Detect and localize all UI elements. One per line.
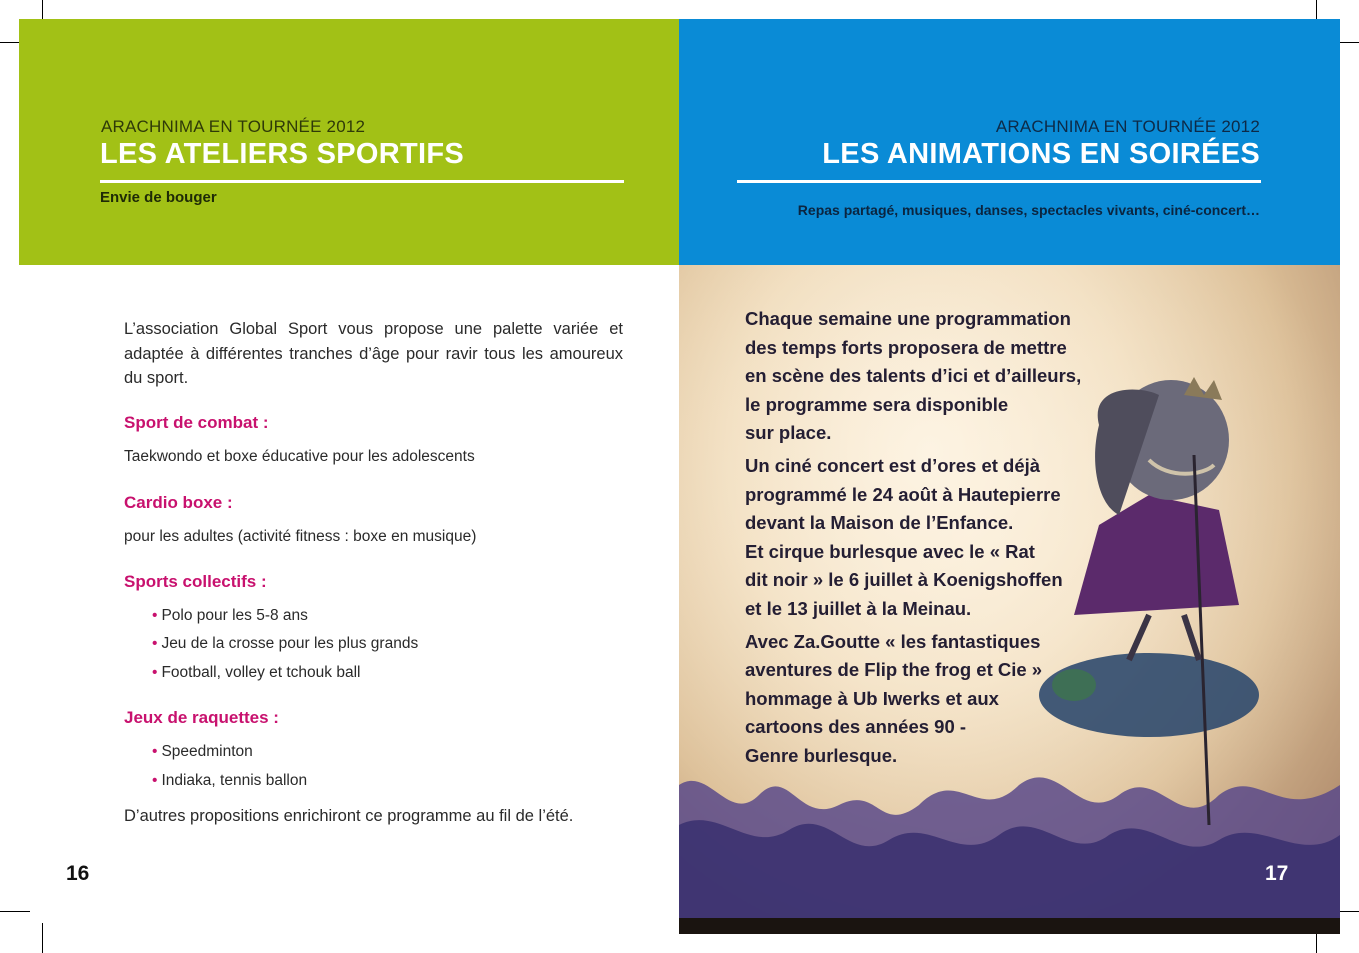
section-line: Taekwondo et boxe éducative pour les adolescents bbox=[124, 448, 475, 465]
shadow-puppet-photo bbox=[679, 265, 1340, 934]
right-kicker: ARACHNIMA EN TOURNÉE 2012 bbox=[995, 117, 1260, 136]
text-line: et le 13 juillet à la Meinau. bbox=[745, 597, 972, 619]
right-page-title: LES ANIMATIONS EN SOIRÉES bbox=[822, 138, 1260, 170]
bullet-marker: • bbox=[152, 664, 158, 681]
evening-program-text bbox=[745, 305, 1085, 775]
list-item bbox=[152, 772, 307, 790]
left-title-rule bbox=[100, 180, 624, 183]
right-subtitle: Repas partagé, musiques, danses, spectacles vivants, ciné-concert… bbox=[797, 202, 1260, 218]
text-line: programmé le 24 août à Hautepierre bbox=[745, 483, 1061, 505]
text-line: Genre burlesque. bbox=[745, 744, 898, 766]
crop-mark bbox=[0, 911, 30, 912]
list-item-label: Indiaka, tennis ballon bbox=[161, 772, 308, 789]
text-line: cartoons des années 90 - bbox=[745, 716, 967, 738]
text-line: dit noir » le 6 juillet à Koenigshoffen bbox=[745, 569, 1063, 591]
bullet-marker: • bbox=[152, 772, 158, 789]
text-line: le programme sera disponible bbox=[745, 393, 1009, 415]
bullet-marker: • bbox=[152, 635, 158, 652]
list-item bbox=[152, 607, 308, 625]
right-title-rule bbox=[737, 180, 1261, 183]
bullet-marker: • bbox=[152, 607, 158, 624]
section-line: pour les adultes (activité fitness : boxe en musique) bbox=[124, 528, 477, 545]
page-number-right: 17 bbox=[1265, 862, 1289, 885]
text-line: en scène des talents d’ici et d’ailleurs, bbox=[745, 365, 1082, 387]
text-line: des temps forts proposera de mettre bbox=[745, 336, 1067, 358]
list-item bbox=[152, 664, 360, 682]
list-item-label: Speedminton bbox=[161, 743, 253, 760]
bullet-marker: • bbox=[152, 743, 158, 760]
text-line: Et cirque burlesque avec le « Rat bbox=[745, 540, 1035, 562]
text-line: Chaque semaine une programmation bbox=[745, 308, 1071, 329]
paragraph bbox=[745, 628, 1085, 771]
outro-paragraph: D’autres propositions enrichiront ce programme au fil de l’été. bbox=[124, 807, 574, 825]
list-item bbox=[152, 635, 418, 653]
text-line: Un ciné concert est d’ores et déjà bbox=[745, 454, 1041, 476]
intro-paragraph: L’association Global Sport vous propose une palette variée et adaptée à différentes tranches d’âge pour ravir tous les amoureux du sport. bbox=[124, 320, 623, 387]
text-line: devant la Maison de l’Enfance. bbox=[745, 512, 1014, 534]
section-heading: Sports collectifs : bbox=[124, 572, 267, 591]
left-subtitle: Envie de bouger bbox=[100, 189, 217, 206]
paragraph bbox=[745, 305, 1085, 448]
text-line: sur place. bbox=[745, 422, 832, 444]
text-line: hommage à Ub Iwerks et aux bbox=[745, 687, 999, 709]
text-line: aventures de Flip the frog et Cie » bbox=[745, 659, 1043, 681]
left-page-title: LES ATELIERS SPORTIFS bbox=[100, 138, 464, 170]
list-item bbox=[152, 743, 253, 761]
photo-bottom-strip bbox=[679, 918, 1340, 934]
section-heading: Cardio boxe : bbox=[124, 493, 233, 512]
text-line: Avec Za.Goutte « les fantastiques bbox=[745, 630, 1041, 652]
crop-mark bbox=[42, 923, 43, 953]
left-kicker: ARACHNIMA EN TOURNÉE 2012 bbox=[101, 117, 366, 136]
page-number-left: 16 bbox=[66, 862, 90, 885]
list-item-label: Football, volley et tchouk ball bbox=[161, 664, 361, 681]
list-item-label: Jeu de la crosse pour les plus grands bbox=[161, 635, 419, 652]
section-heading: Sport de combat : bbox=[124, 413, 269, 432]
list-item-label: Polo pour les 5-8 ans bbox=[161, 607, 308, 624]
paragraph bbox=[745, 452, 1085, 624]
section-heading: Jeux de raquettes : bbox=[124, 708, 279, 727]
